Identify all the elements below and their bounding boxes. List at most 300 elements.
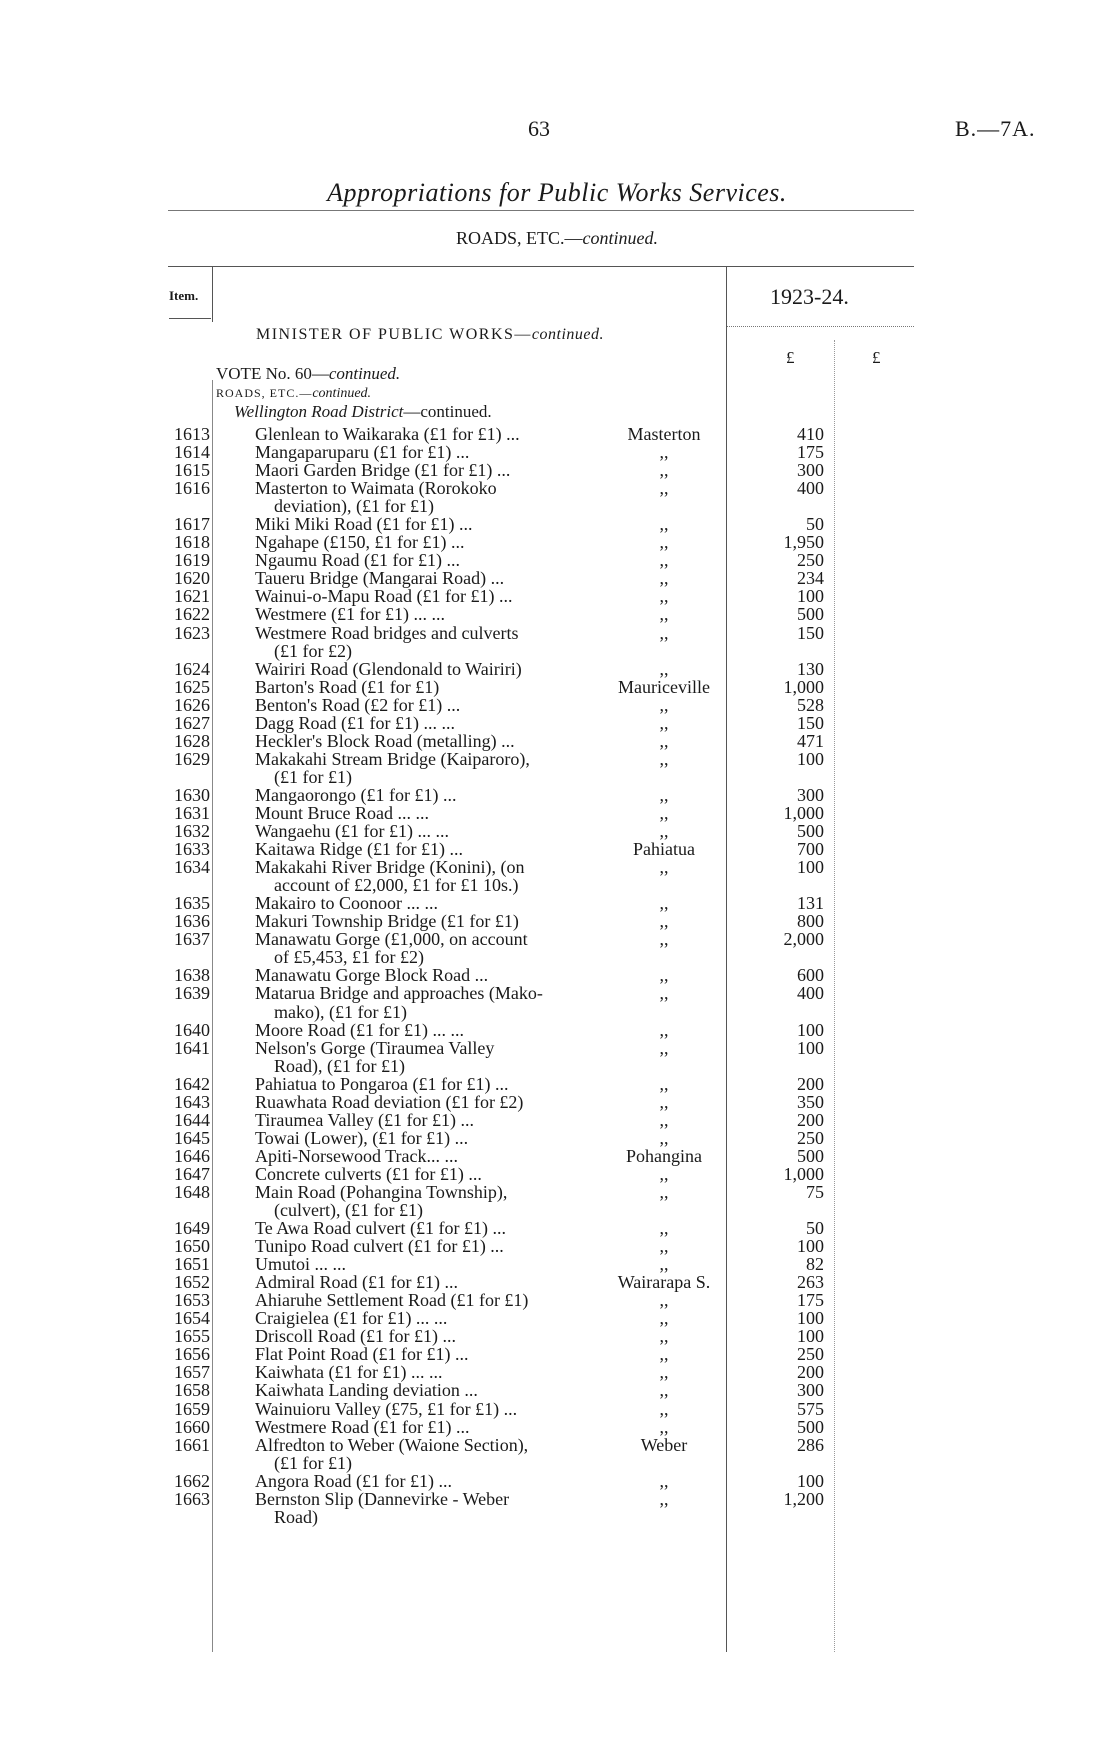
section-main: ROADS, ETC.— <box>456 228 583 248</box>
item-description: Umutoi ... ... <box>255 1254 347 1275</box>
table-row <box>0 442 1114 463</box>
pound-header-second: £ <box>872 348 881 367</box>
section-continued: continued. <box>582 228 658 248</box>
item-description: Kaiwhata Landing deviation ... <box>255 1380 478 1401</box>
table-row <box>0 1290 1114 1311</box>
item-district: ,, <box>659 1019 669 1040</box>
item-district: ,, <box>659 622 669 643</box>
table-row <box>0 1200 1114 1221</box>
table-row <box>0 478 1114 499</box>
item-district: ,, <box>659 514 669 535</box>
item-amount: 100 <box>797 857 824 878</box>
item-amount: 500 <box>797 1416 824 1437</box>
item-number: 1638 <box>174 965 210 986</box>
title-rule <box>168 210 914 211</box>
item-number: 1632 <box>174 821 210 842</box>
item-description: Benton's Road (£2 for £1) ... <box>255 694 461 715</box>
item-amount: 100 <box>797 1019 824 1040</box>
table-row <box>0 604 1114 625</box>
table-row <box>0 1471 1114 1489</box>
vote-heading <box>216 364 400 384</box>
table-row <box>0 1362 1114 1383</box>
item-number: 1630 <box>174 784 210 805</box>
item-amount: 410 <box>797 424 824 444</box>
item-number: 1619 <box>174 550 210 571</box>
item-district: ,, <box>659 857 669 878</box>
item-amount: 50 <box>806 1218 824 1239</box>
item-number: 1634 <box>174 857 210 878</box>
table-row <box>0 1380 1114 1401</box>
item-description: Mangaparuparu (£1 for £1) ... <box>255 442 470 463</box>
item-number: 1633 <box>174 839 210 860</box>
item-district: ,, <box>659 1163 669 1184</box>
item-description-continued: (£1 for £1) <box>274 766 352 787</box>
item-district: ,, <box>659 1073 669 1094</box>
item-amount: 100 <box>797 748 824 769</box>
item-description: Taueru Bridge (Mangarai Road) ... <box>255 568 505 589</box>
table-row <box>0 875 1114 896</box>
item-number: 1643 <box>174 1091 210 1112</box>
item-amount: 150 <box>797 712 824 733</box>
item-number: 1615 <box>174 460 210 481</box>
table-row <box>0 1272 1114 1293</box>
item-amount: 471 <box>797 730 824 751</box>
table-row <box>0 1182 1114 1200</box>
item-description-continued: deviation), (£1 for £1) <box>274 496 434 517</box>
item-number: 1642 <box>174 1073 210 1094</box>
item-number: 1622 <box>174 604 210 625</box>
table-row <box>0 857 1114 878</box>
item-number: 1628 <box>174 730 210 751</box>
item-district: ,, <box>659 694 669 715</box>
item-amount: 575 <box>797 1398 824 1419</box>
roads-sub-continued: continued. <box>312 386 372 401</box>
vote-continued: continued. <box>328 364 401 383</box>
table-row <box>0 677 1114 695</box>
table-row <box>0 1074 1114 1092</box>
item-number: 1613 <box>174 424 210 444</box>
minister-continued: continued. <box>531 326 604 343</box>
item-description: Alfredton to Weber (Waione Section), <box>255 1434 529 1455</box>
item-district: Wairarapa S. <box>617 1272 711 1293</box>
item-district: ,, <box>659 1416 669 1437</box>
item-number: 1663 <box>174 1488 210 1509</box>
item-amount: 528 <box>797 694 824 715</box>
item-district: ,, <box>659 893 669 914</box>
item-district: ,, <box>659 1218 669 1239</box>
item-description-continued: Road), (£1 for £1) <box>274 1055 405 1076</box>
item-description: Makairo to Coonoor ... ... <box>255 893 438 914</box>
item-district: ,, <box>659 911 669 932</box>
table-row <box>0 514 1114 535</box>
item-number: 1652 <box>174 1272 210 1293</box>
item-description: Makakahi Stream Bridge (Kaiparoro), <box>255 748 530 769</box>
item-district: ,, <box>659 1362 669 1383</box>
item-district: ,, <box>659 802 669 823</box>
item-amount: 250 <box>797 550 824 571</box>
item-number: 1639 <box>174 983 210 1004</box>
item-description: Craigielea (£1 for £1) ... ... <box>255 1308 448 1329</box>
item-district: ,, <box>659 550 669 571</box>
item-district: ,, <box>659 1127 669 1148</box>
table-row <box>0 731 1114 749</box>
item-description: Maori Garden Bridge (£1 for £1) ... <box>255 460 511 481</box>
item-number: 1659 <box>174 1398 210 1419</box>
item-description-continued: (culvert), (£1 for £1) <box>274 1200 423 1221</box>
item-description: Westmere Road (£1 for £1) ... <box>255 1416 470 1437</box>
table-row <box>0 947 1114 968</box>
item-number: 1640 <box>174 1019 210 1040</box>
minister-main: MINISTER OF PUBLIC WORKS— <box>256 326 532 343</box>
item-amount: 100 <box>797 1236 824 1257</box>
item-number: 1635 <box>174 893 210 914</box>
item-description: Manawatu Gorge Block Road ... <box>255 965 489 986</box>
item-description: Te Awa Road culvert (£1 for £1) ... <box>255 1218 507 1239</box>
item-description: Kaiwhata (£1 for £1) ... ... <box>255 1362 443 1383</box>
table-row <box>0 1056 1114 1074</box>
item-district: ,, <box>659 586 669 607</box>
item-district: ,, <box>659 821 669 842</box>
document-reference: B.—7A. <box>955 116 1036 141</box>
district-name: Wellington Road District <box>234 402 404 421</box>
item-district: ,, <box>659 730 669 751</box>
item-district: ,, <box>659 1308 669 1329</box>
item-description: Mangaorongo (£1 for £1) ... <box>255 784 457 805</box>
page-title: Appropriations for Public Works Services. <box>327 178 787 207</box>
item-description: Ngahape (£150, £1 for £1) ... <box>255 532 465 553</box>
item-number: 1616 <box>174 478 210 499</box>
item-description: Ruawhata Road deviation (£1 for £2) <box>255 1091 524 1112</box>
item-description: Wangaehu (£1 for £1) ... ... <box>255 821 449 842</box>
item-description: Barton's Road (£1 for £1) <box>255 676 440 697</box>
item-description: Westmere (£1 for £1) ... ... <box>255 604 445 625</box>
item-district: Weber <box>640 1434 688 1455</box>
item-district: ,, <box>659 1290 669 1311</box>
item-description: Tunipo Road culvert (£1 for £1) ... <box>255 1236 504 1257</box>
item-amount: 82 <box>806 1254 824 1275</box>
table-row <box>0 496 1114 517</box>
item-number: 1631 <box>174 802 210 823</box>
item-number: 1650 <box>174 1236 210 1257</box>
item-number: 1661 <box>174 1434 210 1455</box>
item-description: Ngaumu Road (£1 for £1) ... <box>255 550 460 571</box>
item-district: ,, <box>659 712 669 733</box>
table-row <box>0 1507 1114 1525</box>
item-description: Mount Bruce Road ... ... <box>255 802 429 823</box>
item-district: ,, <box>659 1091 669 1112</box>
item-number: 1647 <box>174 1163 210 1184</box>
item-number: 1636 <box>174 911 210 932</box>
item-district: Masterton <box>627 424 701 444</box>
table-row <box>0 1236 1114 1257</box>
section-heading <box>0 228 1114 249</box>
item-district: ,, <box>659 604 669 625</box>
item-description: Nelson's Gorge (Tiraumea Valley <box>255 1037 495 1058</box>
item-district: Pohangina <box>626 1145 702 1166</box>
item-description: Driscoll Road (£1 for £1) ... <box>255 1326 456 1347</box>
table-row <box>0 767 1114 785</box>
item-amount: 150 <box>797 622 824 643</box>
appropriations-table <box>0 424 1114 1525</box>
table-row <box>0 1164 1114 1182</box>
table-row <box>0 460 1114 481</box>
table-row <box>0 1218 1114 1239</box>
item-amount: 500 <box>797 1145 824 1166</box>
item-description: Kaitawa Ridge (£1 for £1) ... <box>255 839 463 860</box>
item-number: 1627 <box>174 712 210 733</box>
table-row <box>0 586 1114 607</box>
table-row <box>0 1326 1114 1347</box>
table-row <box>0 1399 1114 1417</box>
item-description: Ahiaruhe Settlement Road (£1 for £1) <box>255 1290 529 1311</box>
item-description-continued: mako), (£1 for £1) <box>274 1001 407 1022</box>
item-column-rule <box>212 266 213 322</box>
item-number: 1629 <box>174 748 210 769</box>
item-amount: 250 <box>797 1127 824 1148</box>
item-amount: 286 <box>797 1434 824 1455</box>
item-number: 1617 <box>174 514 210 535</box>
item-district: ,, <box>659 532 669 553</box>
item-amount: 234 <box>797 568 824 589</box>
table-row <box>0 1146 1114 1164</box>
item-number: 1641 <box>174 1037 210 1058</box>
table-row <box>0 1489 1114 1507</box>
item-amount: 100 <box>797 1037 824 1058</box>
table-row <box>0 424 1114 442</box>
item-description: Glenlean to Waikaraka (£1 for £1) ... <box>255 424 520 444</box>
item-district: ,, <box>659 442 669 463</box>
table-row <box>0 1308 1114 1329</box>
table-row <box>0 659 1114 677</box>
page-number: 63 <box>528 116 550 141</box>
table-row <box>0 821 1114 842</box>
table-row <box>0 803 1114 821</box>
item-district: ,, <box>659 1181 669 1202</box>
item-amount: 130 <box>797 658 824 679</box>
item-district: ,, <box>659 784 669 805</box>
item-district: ,, <box>659 568 669 589</box>
item-amount: 350 <box>797 1091 824 1112</box>
item-number: 1621 <box>174 586 210 607</box>
item-number: 1624 <box>174 658 210 679</box>
item-amount: 300 <box>797 460 824 481</box>
item-description: Miki Miki Road (£1 for £1) ... <box>255 514 473 535</box>
item-number: 1657 <box>174 1362 210 1383</box>
item-amount: 250 <box>797 1344 824 1365</box>
table-row <box>0 893 1114 914</box>
item-amount: 200 <box>797 1073 824 1094</box>
item-number: 1618 <box>174 532 210 553</box>
item-amount: 700 <box>797 839 824 860</box>
item-description-continued: (£1 for £2) <box>274 640 352 661</box>
item-district: ,, <box>659 1380 669 1401</box>
item-description: Angora Road (£1 for £1) ... <box>255 1470 452 1491</box>
item-description: Apiti-Norsewood Track... ... <box>255 1145 458 1166</box>
item-amount: 263 <box>797 1272 824 1293</box>
item-amount: 600 <box>797 965 824 986</box>
item-description: Flat Point Road (£1 for £1) ... <box>255 1344 469 1365</box>
item-district: Pahiatua <box>633 839 695 860</box>
table-row <box>0 713 1114 731</box>
item-district: ,, <box>659 1470 669 1491</box>
item-district: ,, <box>659 460 669 481</box>
item-amount: 1,950 <box>783 532 824 553</box>
item-amount: 500 <box>797 604 824 625</box>
table-row <box>0 839 1114 860</box>
item-number: 1654 <box>174 1308 210 1329</box>
item-amount: 175 <box>797 442 824 463</box>
table-row <box>0 785 1114 803</box>
item-amount: 100 <box>797 586 824 607</box>
item-description: Masterton to Waimata (Rorokoko <box>255 478 497 499</box>
item-number: 1614 <box>174 442 210 463</box>
table-row <box>0 695 1114 713</box>
item-description: Matarua Bridge and approaches (Mako- <box>255 983 543 1004</box>
item-header-underline <box>169 318 211 319</box>
item-description-continued: of £5,453, £1 for £2) <box>274 947 424 968</box>
item-amount: 400 <box>797 983 824 1004</box>
item-number: 1660 <box>174 1416 210 1437</box>
item-amount: 75 <box>806 1181 824 1202</box>
item-description: Wairiri Road (Glendonald to Wairiri) <box>255 658 522 679</box>
item-number: 1656 <box>174 1344 210 1365</box>
item-amount: 100 <box>797 1308 824 1329</box>
table-row <box>0 1417 1114 1435</box>
item-number: 1648 <box>174 1181 210 1202</box>
item-description: Makakahi River Bridge (Konini), (on <box>255 857 525 878</box>
minister-heading <box>256 326 604 344</box>
year-header-rule <box>727 326 914 327</box>
table-row <box>0 929 1114 950</box>
table-row <box>0 1002 1114 1020</box>
item-description: Admiral Road (£1 for £1) ... <box>255 1272 458 1293</box>
item-description: Towai (Lower), (£1 for £1) ... <box>255 1127 469 1148</box>
item-number: 1649 <box>174 1218 210 1239</box>
item-number: 1623 <box>174 622 210 643</box>
item-amount: 100 <box>797 1326 824 1347</box>
item-district: ,, <box>659 478 669 499</box>
item-description: Tiraumea Valley (£1 for £1) ... <box>255 1109 474 1130</box>
table-row <box>0 623 1114 641</box>
table-row <box>0 1038 1114 1056</box>
item-number: 1625 <box>174 676 210 697</box>
district-heading <box>234 402 492 422</box>
item-description-continued: (£1 for £1) <box>274 1452 352 1473</box>
district-continued: —continued. <box>403 402 492 421</box>
item-number: 1651 <box>174 1254 210 1275</box>
item-district: ,, <box>659 748 669 769</box>
item-description: Manawatu Gorge (£1,000, on account <box>255 929 528 950</box>
item-number: 1658 <box>174 1380 210 1401</box>
item-number: 1620 <box>174 568 210 589</box>
item-district: ,, <box>659 983 669 1004</box>
item-district: ,, <box>659 1037 669 1058</box>
item-description: Pahiatua to Pongaroa (£1 for £1) ... <box>255 1073 509 1094</box>
item-number: 1626 <box>174 694 210 715</box>
item-amount: 300 <box>797 1380 824 1401</box>
table-row <box>0 1254 1114 1275</box>
item-description: Dagg Road (£1 for £1) ... ... <box>255 712 455 733</box>
item-description: Heckler's Block Road (metalling) ... <box>255 730 515 751</box>
table-row <box>0 1344 1114 1365</box>
item-number: 1637 <box>174 929 210 950</box>
table-row <box>0 1110 1114 1128</box>
item-description: Bernston Slip (Dannevirke - Weber <box>255 1488 510 1509</box>
item-district: ,, <box>659 1254 669 1275</box>
item-description: Moore Road (£1 for £1) ... ... <box>255 1019 464 1040</box>
item-description: Concrete culverts (£1 for £1) ... <box>255 1163 482 1184</box>
item-amount: 500 <box>797 821 824 842</box>
item-number: 1655 <box>174 1326 210 1347</box>
table-row <box>0 911 1114 932</box>
table-row <box>0 749 1114 767</box>
item-amount: 131 <box>797 893 824 914</box>
item-description: Main Road (Pohangina Township), <box>255 1181 508 1202</box>
item-column-header: Item. <box>169 288 199 303</box>
item-description: Makuri Township Bridge (£1 for £1) <box>255 911 519 932</box>
table-row <box>0 965 1114 986</box>
item-amount: 200 <box>797 1362 824 1383</box>
year-column-header: 1923-24. <box>770 284 849 309</box>
item-number: 1662 <box>174 1470 210 1491</box>
table-row <box>0 1128 1114 1146</box>
table-row <box>0 1092 1114 1110</box>
item-number: 1646 <box>174 1145 210 1166</box>
table-row <box>0 568 1114 589</box>
roads-sub-main: ROADS, ETC.— <box>216 386 313 400</box>
roads-subheading <box>216 386 371 402</box>
item-description: Wainui-o-Mapu Road (£1 for £1) ... <box>255 586 513 607</box>
item-description: Westmere Road bridges and culverts <box>255 622 519 643</box>
item-number: 1644 <box>174 1109 210 1130</box>
item-amount: 2,000 <box>783 929 824 950</box>
item-district: ,, <box>659 965 669 986</box>
table-row <box>0 550 1114 571</box>
item-description-continued: Road) <box>274 1506 318 1527</box>
table-row <box>0 1435 1114 1453</box>
item-number: 1645 <box>174 1127 210 1148</box>
table-row <box>0 532 1114 553</box>
item-description: Wainuioru Valley (£75, £1 for £1) ... <box>255 1398 518 1419</box>
item-district: ,, <box>659 658 669 679</box>
table-top-rule <box>168 266 914 267</box>
item-amount: 400 <box>797 478 824 499</box>
item-district: Mauriceville <box>618 676 710 697</box>
item-district: ,, <box>659 929 669 950</box>
item-number: 1653 <box>174 1290 210 1311</box>
vote-main: VOTE No. 60— <box>216 364 329 383</box>
item-description-continued: account of £2,000, £1 for £1 10s.) <box>274 875 519 896</box>
pound-header-first: £ <box>786 348 795 367</box>
item-amount: 200 <box>797 1109 824 1130</box>
table-row <box>0 1020 1114 1038</box>
item-amount: 1,000 <box>783 1163 824 1184</box>
item-amount: 1,200 <box>783 1488 824 1509</box>
item-district: ,, <box>659 1488 669 1509</box>
item-amount: 50 <box>806 514 824 535</box>
table-row <box>0 1453 1114 1471</box>
item-amount: 175 <box>797 1290 824 1311</box>
item-district: ,, <box>659 1109 669 1130</box>
item-district: ,, <box>659 1236 669 1257</box>
item-amount: 300 <box>797 784 824 805</box>
table-row <box>0 983 1114 1004</box>
item-amount: 1,000 <box>783 676 824 697</box>
item-district: ,, <box>659 1344 669 1365</box>
table-row <box>0 641 1114 659</box>
item-district: ,, <box>659 1398 669 1419</box>
item-amount: 100 <box>797 1470 824 1491</box>
